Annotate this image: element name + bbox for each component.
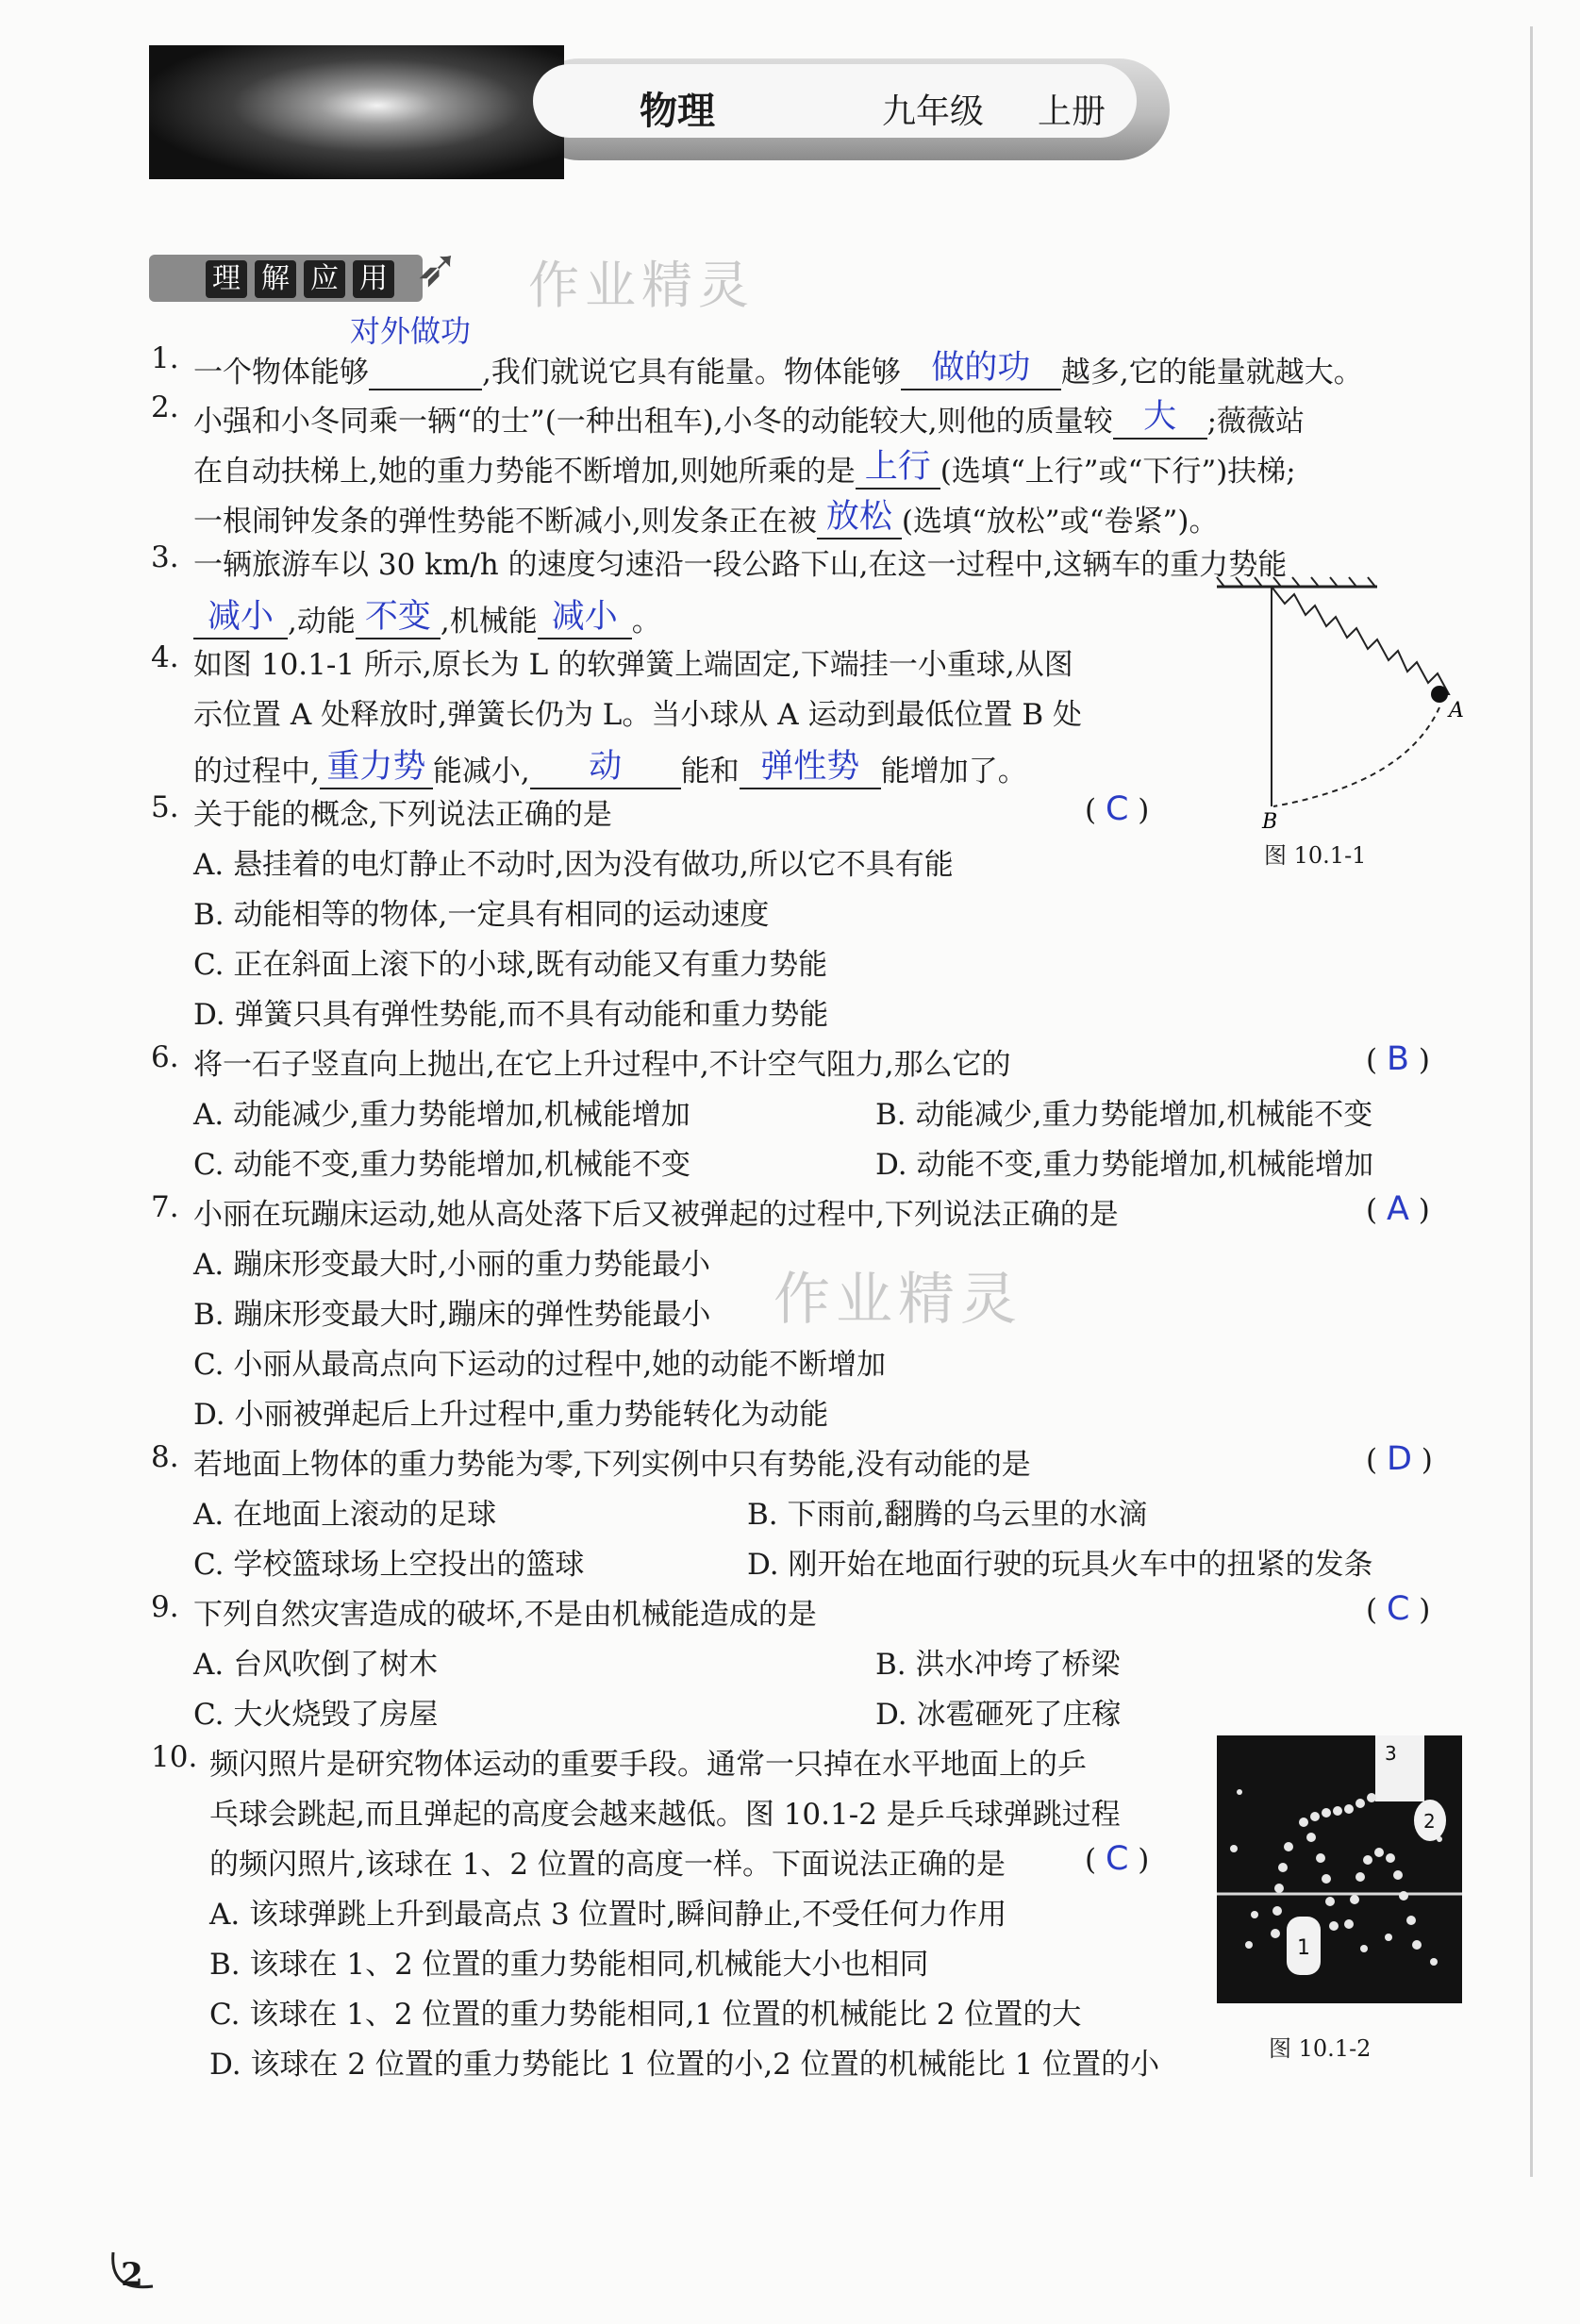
q8-stem: 若地面上物体的重力势能为零,下列实例中只有势能,没有动能的是 — [193, 1448, 1031, 1482]
q10-answer: C — [1105, 1840, 1129, 1878]
q1-part: 一个物体能够 — [193, 356, 369, 390]
q2-part: ;薇薇站 — [1206, 405, 1306, 439]
q5-option: D. 弹簧只具有弹性势能,而不具有动能和重力势能 — [193, 998, 829, 1032]
q10-option: D. 该球在 2 位置的重力势能比 1 位置的小,2 位置的机械能比 1 位置的小 — [209, 2048, 1160, 2082]
q9-answer: C — [1386, 1590, 1410, 1628]
q4-line3 — [193, 740, 1027, 789]
q3-line2 — [193, 590, 661, 639]
question-number: 6. — [151, 1040, 179, 1074]
answer-paren — [1366, 1440, 1433, 1478]
fig1-label-a: A — [1449, 699, 1464, 722]
q7-option: A. 蹦床形变最大时,小丽的重力势能最小 — [193, 1248, 710, 1282]
q2-blank1 — [1113, 390, 1207, 440]
q5-option: A. 悬挂着的电灯静止不动时,因为没有做功,所以它不具有能 — [193, 848, 954, 882]
q2-answer3: 放松 — [825, 498, 892, 536]
paren-open: ( — [1366, 1043, 1378, 1077]
paren-close: ) — [1421, 1443, 1433, 1477]
q10-line1: 频闪照片是研究物体运动的重要手段。通常一只掉在水平地面上的乒 — [209, 1748, 1087, 1782]
q7-stem: 小丽在玩蹦床运动,她从高处落下后又被弹起的过程中,下列说法正确的是 — [193, 1198, 1119, 1232]
question-number: 4. — [151, 640, 179, 674]
fig2-caption: 图 10.1-2 — [1269, 2035, 1372, 2062]
q2-part: (选填“放松”或“卷紧”)。 — [901, 505, 1219, 539]
section-char: 解 — [255, 260, 296, 298]
q2-answer1: 大 — [1143, 398, 1177, 436]
question-number: 10. — [151, 1740, 198, 1774]
watermark: 作业精灵 — [773, 1267, 1023, 1333]
q4-part: 能增加了。 — [880, 755, 1027, 788]
answer-paren — [1085, 790, 1149, 828]
q3-part: ,机械能 — [440, 605, 538, 639]
q5-stem: 关于能的概念,下列说法正确的是 — [193, 798, 612, 832]
q5-answer: C — [1105, 790, 1129, 828]
q10-line3: 的频闪照片,该球在 1、2 位置的高度一样。下面说法正确的是 — [209, 1848, 1006, 1882]
q2-part: 小强和小冬同乘一辆“的士”(一种出租车),小冬的动能较大,则他的质量较 — [193, 405, 1113, 439]
section-arrow-icon: ➶ — [415, 238, 459, 299]
fig2-label-2: 2 — [1423, 1810, 1436, 1833]
paren-open: ( — [1085, 1843, 1097, 1877]
q6-stem: 将一石子竖直向上抛出,在它上升过程中,不计空气阻力,那么它的 — [193, 1048, 1011, 1082]
page-number: 2 — [121, 2256, 143, 2294]
figure-spring-pendulum — [1198, 575, 1481, 834]
q2-blank2 — [856, 440, 940, 490]
paren-close: ) — [1138, 793, 1150, 827]
q10-line2: 乓球会跳起,而且弹起的高度会越来越低。图 10.1-2 是乒乓球弹跳过程 — [209, 1798, 1121, 1832]
q7-option: D. 小丽被弹起后上升过程中,重力势能转化为动能 — [193, 1398, 829, 1432]
section-char: 应 — [304, 260, 345, 298]
q4-blank2 — [530, 740, 681, 789]
q2-part: 在自动扶梯上,她的重力势能不断增加,则她所乘的是 — [193, 455, 856, 489]
section-char: 理 — [206, 260, 247, 298]
fig2-label-3: 3 — [1385, 1742, 1397, 1765]
header-subject: 物理 — [640, 90, 715, 133]
q2-part: (选填“上行”或“下行”)扶梯; — [940, 455, 1296, 489]
answer-paren — [1085, 1840, 1149, 1878]
header-galaxy-image — [149, 45, 564, 179]
q4-answer3: 弹性势 — [760, 748, 860, 786]
q3-part: 。 — [631, 605, 661, 639]
q4-part: 能和 — [680, 755, 740, 788]
q1-part: 越多,它的能量就越大。 — [1060, 356, 1363, 390]
q10-option: C. 该球在 1、2 位置的重力势能相同,1 位置的机械能比 2 位置的大 — [209, 1998, 1082, 2032]
q1-text — [193, 313, 1363, 390]
q4-blank1 — [320, 740, 433, 789]
question-number: 8. — [151, 1440, 179, 1474]
question-number: 3. — [151, 540, 179, 574]
question-number: 9. — [151, 1590, 179, 1624]
q9-option: A. 台风吹倒了树木 — [193, 1648, 439, 1682]
q6-answer: B — [1386, 1040, 1409, 1078]
fig1-label-b: B — [1262, 810, 1278, 834]
q2-part: 一根闹钟发条的弹性势能不断减小,则发条正在被 — [193, 505, 817, 539]
question-number: 1. — [151, 341, 179, 375]
q3-answer1: 减小 — [207, 598, 274, 636]
q9-stem: 下列自然灾害造成的破坏,不是由机械能造成的是 — [193, 1598, 817, 1632]
header-book: 上册 — [1038, 92, 1106, 131]
q1-blank1 — [350, 313, 482, 390]
q3-blank3 — [538, 590, 632, 639]
q8-option: D. 刚开始在地面行驶的玩具火车中的扭紧的发条 — [747, 1548, 1373, 1582]
q7-option: B. 蹦床形变最大时,蹦床的弹性势能最小 — [193, 1298, 711, 1332]
q2-line2 — [193, 440, 1296, 490]
q3-answer3: 减小 — [551, 598, 618, 636]
q4-part: 能减小, — [432, 755, 530, 788]
q1-answer1: 对外做功 — [350, 313, 472, 349]
q3-answer2: 不变 — [364, 598, 431, 636]
page-edge-rule — [1530, 26, 1533, 2177]
paren-open: ( — [1366, 1593, 1378, 1627]
q4-blank3 — [740, 740, 881, 789]
q6-option: A. 动能减少,重力势能增加,机械能增加 — [193, 1098, 690, 1132]
q6-option: C. 动能不变,重力势能增加,机械能不变 — [193, 1148, 691, 1182]
q8-option: C. 学校篮球场上空投出的篮球 — [193, 1548, 585, 1582]
q7-answer: A — [1386, 1190, 1409, 1228]
question-number: 5. — [151, 790, 179, 824]
q3-line1: 一辆旅游车以 30 km/h 的速度匀速沿一段公路下山,在这一过程中,这辆车的重力势能 — [193, 548, 1288, 582]
q10-option: A. 该球弹跳上升到最高点 3 位置时,瞬间静止,不受任何力作用 — [209, 1898, 1007, 1932]
fig1-caption: 图 10.1-1 — [1264, 842, 1367, 869]
q7-option: C. 小丽从最高点向下运动的过程中,她的动能不断增加 — [193, 1348, 887, 1382]
watermark: 作业精灵 — [528, 256, 755, 315]
q4-line1: 如图 10.1-1 所示,原长为 L 的软弹簧上端固定,下端挂一小重球,从图 — [193, 648, 1073, 682]
answer-paren — [1366, 1590, 1430, 1628]
q9-option: D. 冰雹砸死了庄稼 — [875, 1698, 1122, 1732]
q2-answer2: 上行 — [864, 448, 931, 486]
q8-option: B. 下雨前,翻腾的乌云里的水滴 — [747, 1498, 1148, 1532]
q3-blank1 — [193, 590, 288, 639]
q4-line2: 示位置 A 处释放时,弹簧长仍为 L。当小球从 A 运动到最低位置 B 处 — [193, 698, 1082, 732]
q5-option: C. 正在斜面上滚下的小球,既有动能又有重力势能 — [193, 948, 828, 982]
q2-line1 — [193, 390, 1305, 440]
q1-answer2: 做的功 — [931, 349, 1031, 387]
question-number: 2. — [151, 390, 179, 424]
figure-strobe-photo — [1217, 1735, 1462, 2003]
paren-close: ) — [1419, 1593, 1431, 1627]
paren-open: ( — [1366, 1193, 1378, 1227]
q3-blank2 — [356, 590, 441, 639]
paren-open: ( — [1085, 793, 1097, 827]
paren-close: ) — [1418, 1043, 1430, 1077]
paren-close: ) — [1418, 1193, 1430, 1227]
q2-blank3 — [817, 490, 902, 540]
q4-answer1: 重力势 — [326, 748, 426, 786]
q1-blank2 — [901, 341, 1061, 390]
q1-part: ,我们就说它具有能量。物体能够 — [482, 356, 901, 390]
q9-option: C. 大火烧毁了房屋 — [193, 1698, 439, 1732]
q4-answer2: 动 — [589, 748, 623, 786]
section-char: 用 — [353, 260, 394, 298]
answer-paren — [1366, 1190, 1430, 1228]
q10-option: B. 该球在 1、2 位置的重力势能相同,机械能大小也相同 — [209, 1948, 929, 1982]
q6-option: B. 动能减少,重力势能增加,机械能不变 — [875, 1098, 1373, 1132]
fig2-label-1: 1 — [1297, 1936, 1310, 1960]
q2-line3 — [193, 490, 1218, 540]
paren-close: ) — [1138, 1843, 1150, 1877]
header-grade: 九年级 — [882, 92, 985, 131]
question-number: 7. — [151, 1190, 179, 1224]
q8-answer: D — [1386, 1440, 1412, 1478]
q9-option: B. 洪水冲垮了桥梁 — [875, 1648, 1121, 1682]
paren-open: ( — [1366, 1443, 1378, 1477]
answer-paren — [1366, 1040, 1430, 1078]
q3-part: ,动能 — [288, 605, 356, 639]
q6-option: D. 动能不变,重力势能增加,机械能增加 — [875, 1148, 1374, 1182]
q5-option: B. 动能相等的物体,一定具有相同的运动速度 — [193, 898, 770, 932]
q8-option: A. 在地面上滚动的足球 — [193, 1498, 497, 1532]
q4-part: 的过程中, — [193, 755, 320, 788]
